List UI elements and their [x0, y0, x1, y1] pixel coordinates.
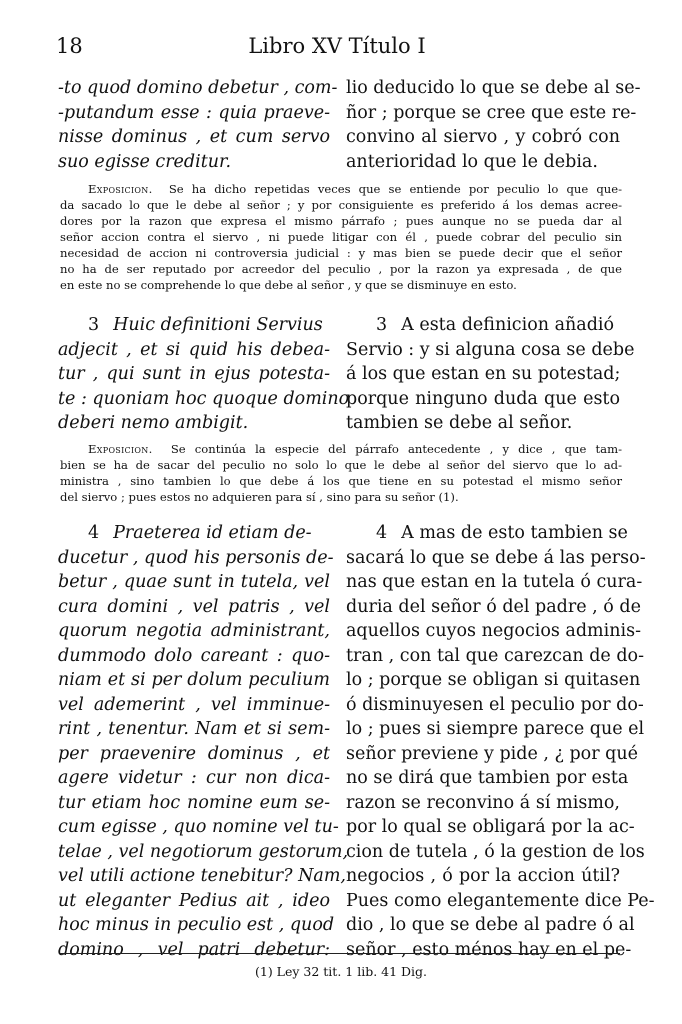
- footnote-divider: [60, 953, 620, 954]
- exposicion-text: Se continúa la especie del párrafo antecedente , y dice , que tam-: [170, 442, 622, 456]
- spanish-line: señor , esto ménos hay en el pe-: [346, 939, 632, 960]
- spanish-line: anterioridad lo que le debia.: [346, 151, 598, 172]
- spanish-column: [346, 521, 655, 962]
- exposicion-line: da sacado lo que le debe al señor ; y por consiguiente es preferido á los demas acree-: [60, 198, 622, 212]
- exposicion-text: Se ha dicho repetidas veces que se entiende por peculio lo que que-: [168, 182, 622, 196]
- page-number: 18: [56, 34, 83, 58]
- spanish-line: aquellos cuyos negocios adminis-: [346, 621, 642, 641]
- spanish-line: lio deducido lo que se debe al se-: [346, 78, 641, 98]
- paragraph-number: 3: [376, 315, 388, 335]
- latin-line: tur etiam hoc nomine eum se-: [58, 792, 330, 813]
- spanish-line: Servio : y si alguna cosa se debe: [346, 339, 635, 360]
- spanish-column: [346, 76, 641, 174]
- latin-line: [58, 313, 330, 338]
- latin-line: nisse dominus , et cum servo: [58, 127, 330, 147]
- spanish-line: lo ; porque se obligan si quitasen: [346, 670, 641, 690]
- exposicion-line: bien se ha de sacar del peculio no solo lo que le debe al señor del siervo que lo ad-: [60, 458, 622, 472]
- spanish-line: no se dirá que tambien por esta: [346, 768, 629, 788]
- spanish-column: [346, 313, 635, 436]
- spanish-line: tambien se debe al señor.: [346, 413, 573, 433]
- spanish-line: negocios , ó por la accion útil?: [346, 866, 620, 886]
- spanish-line: ó disminuyesen el peculio por do-: [346, 694, 644, 715]
- latin-first-line: Praeterea id etiam de-: [113, 523, 312, 543]
- spanish-line: tran , con tal que carezcan de do-: [346, 645, 644, 666]
- running-head: Libro XV Título I: [248, 34, 426, 58]
- spanish-line: á los que estan en su potestad;: [346, 364, 621, 384]
- latin-line: betur , quae sunt in tutela, vel: [58, 572, 330, 592]
- spanish-first-line: A esta definicion añadió: [401, 315, 615, 335]
- exposicion-line: del siervo ; pues estos no adquieren para sí , sino para su señor (1).: [60, 490, 459, 504]
- latin-line: cum egisse , quo nomine vel tu-: [58, 817, 339, 837]
- exposicion-2: [60, 441, 622, 505]
- spanish-line: ñor ; porque se cree que este re-: [346, 102, 637, 123]
- latin-column: [58, 313, 350, 436]
- latin-line: suo egisse creditur.: [58, 151, 232, 172]
- spanish-first-line: A mas de esto tambien se: [401, 523, 628, 543]
- paragraph-number: 3: [88, 315, 100, 335]
- paragraph-block-1: [58, 76, 641, 174]
- exposicion-line: ministra , sino tambien lo que debe á los que tiene en su potestad el mismo señor: [60, 474, 622, 488]
- latin-line: ducetur , quod his personis de-: [58, 547, 334, 568]
- latin-line: telae , vel negotiorum gestorum,: [58, 841, 349, 862]
- page-header: [56, 34, 618, 64]
- latin-line: niam et si per dolum peculium: [58, 670, 330, 690]
- latin-line: domino , vel patri debetur:: [58, 939, 330, 960]
- latin-line: [58, 521, 330, 546]
- latin-line: vel utili actione tenebitur? Nam,: [58, 866, 346, 886]
- spanish-line: convino al siervo , y cobró con: [346, 127, 620, 147]
- spanish-line: [346, 521, 628, 546]
- exposicion-label: Exposicion.: [88, 182, 153, 196]
- latin-line: cura domini , vel patris , vel: [58, 596, 330, 617]
- spanish-line: duria del señor ó del padre , ó de: [346, 596, 641, 617]
- spanish-line: [346, 313, 620, 338]
- latin-line: deberi nemo ambigit.: [58, 413, 249, 433]
- spanish-line: señor previene y pide , ¿ por qué: [346, 743, 638, 764]
- exposicion-line: no ha de ser reputado por acreedor del peculio , por la razon ya expresada , de que: [60, 262, 622, 276]
- spanish-line: por lo qual se obligará por la ac-: [346, 817, 635, 837]
- exposicion-line: en este no se comprehende lo que debe al señor , y que se disminuye en esto.: [60, 278, 517, 292]
- latin-line: hoc minus in peculio est , quod: [58, 915, 335, 935]
- exposicion-line: dores por la razon que expresa el mismo párrafo ; pues aunque no se pueda dar al: [60, 214, 622, 228]
- paragraph-block-4: [58, 521, 655, 962]
- exposicion-line: necesidad de accion ni controversia judicial : y mas bien se puede decir que el señor: [60, 246, 622, 260]
- latin-column: [58, 76, 338, 174]
- spanish-line: sacará lo que se debe á las perso-: [346, 547, 646, 568]
- exposicion-label: Exposicion.: [88, 442, 153, 456]
- latin-line: rint , tenentur. Nam et si sem-: [58, 719, 330, 739]
- latin-line: agere videtur : cur non dica-: [58, 768, 330, 788]
- latin-line: tur , qui sunt in ejus potesta-: [58, 364, 330, 384]
- latin-first-line: Huic definitioni Servius: [113, 315, 323, 335]
- paragraph-number: 4: [88, 523, 100, 543]
- latin-line: te : quoniam hoc quoque domino: [58, 388, 350, 409]
- latin-line: ut eleganter Pedius ait , ideo: [58, 890, 330, 911]
- latin-line: per praevenire dominus , et: [58, 743, 330, 764]
- latin-line: vel ademerint , vel imminue-: [58, 694, 330, 715]
- latin-line: adjecit , et si quid his debea-: [58, 339, 330, 360]
- exposicion-1: [60, 181, 622, 293]
- footnote: (1) Ley 32 tit. 1 lib. 41 Dig.: [254, 964, 428, 979]
- spanish-line: Pues como elegantemente dice Pe-: [346, 890, 655, 911]
- spanish-line: razon se reconvino á sí mismo,: [346, 792, 620, 813]
- paragraph-number: 4: [376, 523, 388, 543]
- spanish-line: lo ; pues si siempre parece que el: [346, 719, 645, 739]
- latin-line: dummodo dolo careant : quo-: [58, 645, 330, 666]
- spanish-line: dio , lo que se debe al padre ó al: [346, 915, 635, 935]
- latin-line: -putandum esse : quia praeve-: [58, 102, 330, 123]
- exposicion-line: señor accion contra el siervo , ni puede litigar con él , puede cobrar del peculio sin: [60, 230, 622, 244]
- latin-column: [58, 521, 349, 962]
- spanish-line: nas que estan en la tutela ó cura-: [346, 572, 643, 592]
- exposicion-line: [60, 441, 622, 457]
- latin-line: -to quod domino debetur , com-: [58, 78, 338, 98]
- spanish-line: cion de tutela , ó la gestion de los: [346, 841, 645, 862]
- exposicion-line: [60, 181, 622, 197]
- latin-line: quorum negotia administrant,: [58, 621, 330, 641]
- paragraph-block-3: [58, 313, 635, 436]
- spanish-line: porque ninguno duda que esto: [346, 388, 620, 409]
